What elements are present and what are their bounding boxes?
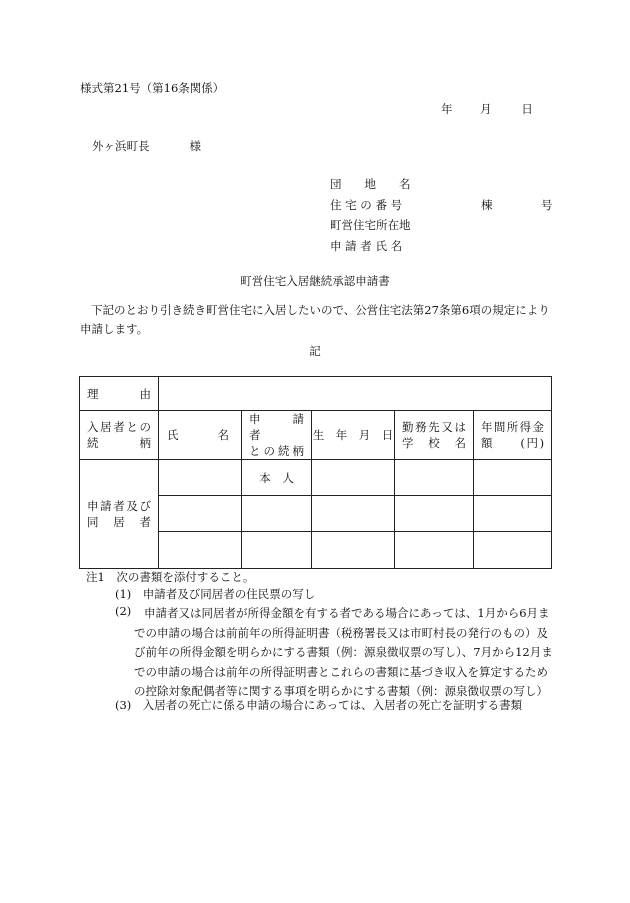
note-item-2-number: (2) (115, 604, 132, 618)
house-number-label: 住 宅 の 番 号 (330, 197, 403, 212)
table-row (80, 460, 552, 496)
group-label-line1: 申請者及び (87, 499, 151, 513)
date-month-label: 月 (480, 102, 492, 116)
name-header-right: 名 (217, 428, 229, 442)
applicant-name-row (330, 236, 560, 257)
addressee-suffix: 様 (189, 139, 201, 153)
complex-name-row (330, 174, 560, 195)
date-year-label: 年 (441, 102, 453, 116)
birthdate-header: 生 年 月 日 (312, 411, 395, 460)
applicant-name-label: 申 請 者 氏 名 (330, 238, 403, 253)
date-day-label: 日 (521, 102, 533, 116)
relation-label-line1: 入居者との (87, 420, 151, 434)
relation-cell-2[interactable] (242, 496, 312, 532)
income-header-line2: 額 (円) (481, 436, 545, 450)
reason-field[interactable] (159, 377, 552, 411)
addressee-name: 外ヶ浜町長 (92, 139, 150, 153)
name-cell-1[interactable] (159, 460, 242, 496)
note-item-2-text: 申請者又は同居者が所得金額を有する者である場合にあっては、1月から6月までの申請の場合は前前年の所得証明書（税務署長又は市町村長の発行のもの）及び前年の所得金額を明らかにする書類（例：源泉徴収票の写し）、7月から12月までの申請の場合は前年の所得証明書とこれらの書類に基づき収入を算定するための控除対象配偶者等に関する事項を明らかにする書類（例：源泉徴収票の写し） (134, 606, 553, 699)
reason-row (80, 377, 552, 411)
document-title: 町営住宅入居継続承認申請書 (240, 274, 390, 288)
body-text: 下記のとおり引き続き町営住宅に入居したいので、公営住宅法第27条第6項の規定により申請します。 (80, 303, 550, 336)
income-header-line1: 年間所得金 (481, 420, 545, 434)
workplace-header-line2: 学 校 名 (402, 436, 466, 450)
income-cell-2[interactable] (474, 496, 552, 532)
relation-header-line1: 申 請 者 (249, 412, 316, 442)
header-row (80, 411, 552, 460)
income-cell-3[interactable] (474, 532, 552, 569)
workplace-header (395, 411, 474, 460)
date-line (441, 101, 533, 117)
workplace-cell-3[interactable] (395, 532, 474, 569)
birthdate-cell-2[interactable] (312, 496, 395, 532)
relation-cell-3[interactable] (242, 532, 312, 569)
house-number-row (330, 195, 560, 216)
name-cell-3[interactable] (159, 532, 242, 569)
relation-cell-1: 本 人 (242, 460, 312, 496)
notes-heading: 注1 次の書類を添付すること。 (86, 570, 255, 584)
birthdate-cell-3[interactable] (312, 532, 395, 569)
workplace-header-line1: 勤務先又は (402, 420, 466, 434)
workplace-cell-2[interactable] (395, 496, 474, 532)
name-cell-2[interactable] (159, 496, 242, 532)
ki-label: 記 (309, 344, 321, 358)
group-label-line2: 同 居 者 (87, 515, 151, 529)
building-unit-label: 棟 (481, 197, 493, 212)
number-unit-label: 号 (541, 197, 553, 212)
application-table (79, 376, 552, 569)
form-number: 様式第21号（第16条関係） (80, 81, 225, 95)
income-header (474, 411, 552, 460)
addressee (92, 138, 201, 154)
complex-name-label: 団 地 名 (330, 177, 411, 191)
relation-header-line2: との続柄 (249, 444, 304, 458)
relation-header (242, 411, 316, 460)
relation-label-cell (80, 411, 159, 460)
note-item-3: (3) 入居者の死亡に係る申請の場合にあっては、入居者の死亡を証明する書類 (115, 698, 523, 712)
applicant-info (330, 174, 560, 256)
income-cell-1[interactable] (474, 460, 552, 496)
reason-label: 理 由 (80, 377, 159, 411)
name-header-left: 氏 (167, 428, 179, 442)
location-label: 町営住宅所在地 (330, 218, 411, 232)
group-label-cell (80, 460, 159, 569)
name-header (159, 411, 242, 460)
birthdate-cell-1[interactable] (312, 460, 395, 496)
note-item-1: (1) 申請者及び同居者の住民票の写し (115, 587, 316, 601)
location-row (330, 215, 560, 236)
workplace-cell-1[interactable] (395, 460, 474, 496)
relation-label-line2: 続 柄 (87, 436, 151, 450)
